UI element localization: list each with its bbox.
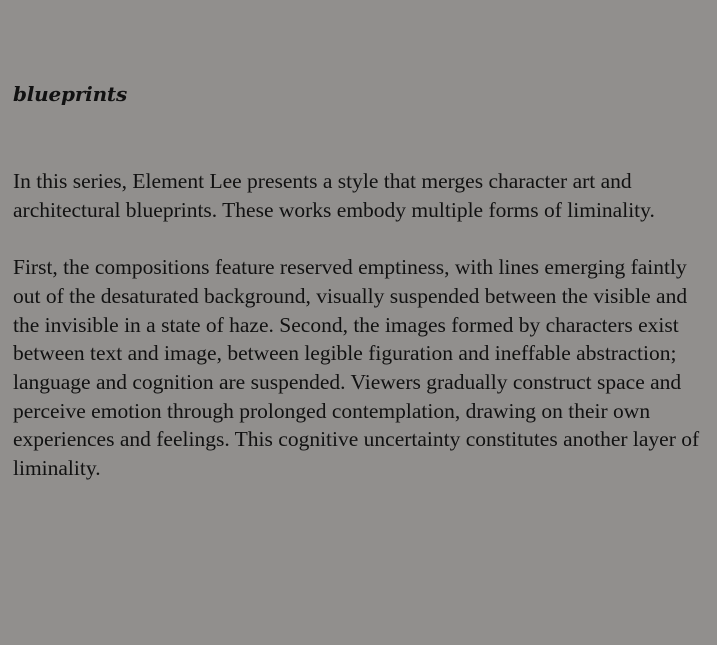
- page-title: blueprints: [13, 82, 128, 106]
- article-content: [13, 80, 708, 483]
- intro-paragraph: In this series, Element Lee presents a style that merges character art and architectural blueprints. These works embody multiple forms of liminality.: [13, 169, 655, 222]
- body-paragraph: First, the compositions feature reserved emptiness, with lines emerging faintly out of the desaturated background, visually suspended between the visible and the invisible in a state of haze. Second, the images formed by characters exist between text and image, between legible figuration and ineffable abstraction; language and cognition are suspended. Viewers gradually construct space and perceive emotion through prolonged contemplation, drawing on their own experiences and feelings. This cognitive uncertainty constitutes another layer of liminality.: [13, 255, 700, 481]
